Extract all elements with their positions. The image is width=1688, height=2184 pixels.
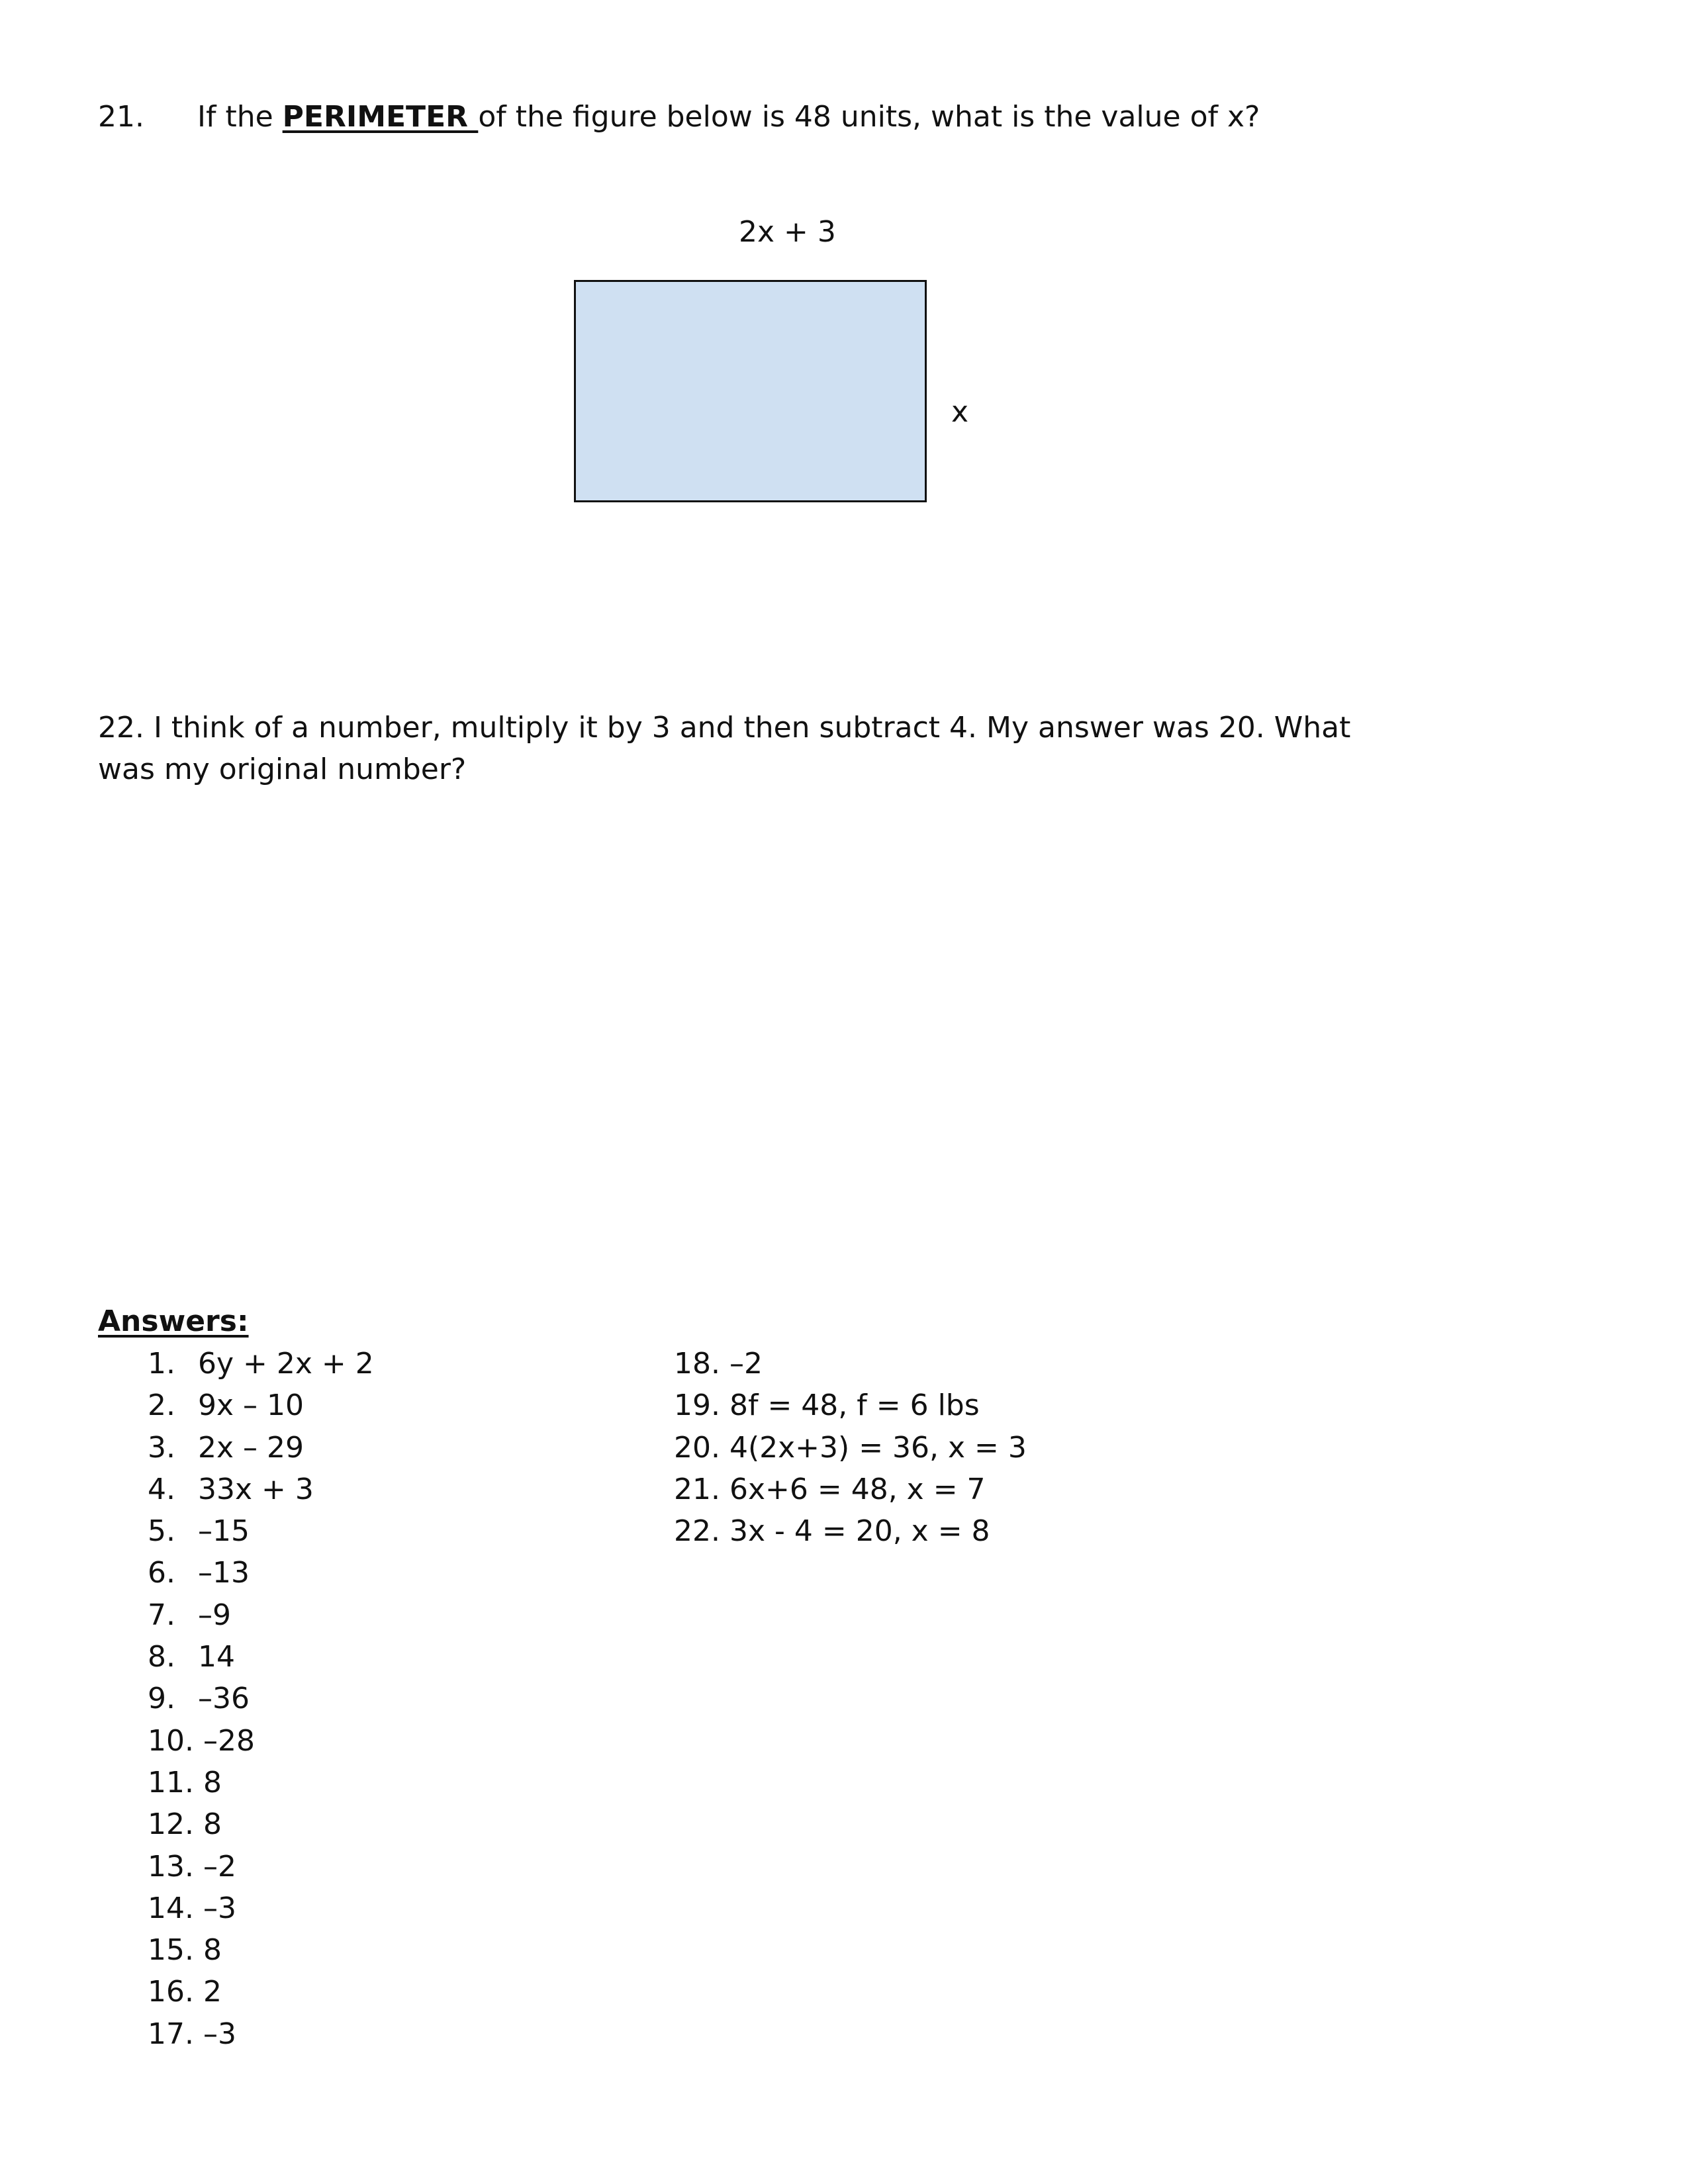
answer-item — [148, 1343, 374, 1385]
answer-number: 1. — [148, 1347, 175, 1381]
answer-item — [148, 1678, 374, 1719]
question-21-text-after: of the figure below is 48 units, what is the value of x? — [478, 100, 1260, 134]
rectangle-top-label: 2x + 3 — [739, 215, 836, 249]
answer-value: –15 — [198, 1514, 250, 1549]
answer-number: 18. — [674, 1347, 720, 1381]
answer-value: 6x+6 = 48, x = 7 — [729, 1472, 986, 1506]
answer-value: –13 — [198, 1556, 250, 1590]
answer-number: 15. — [148, 1933, 194, 1968]
question-22-text: 22. I think of a number, multiply it by 3 and then subtract 4. My answer was 20. What was my original number? — [98, 711, 1351, 786]
answer-value: 2 — [203, 1975, 222, 2009]
answer-item — [148, 1427, 374, 1469]
answer-number: 22. — [674, 1514, 720, 1549]
answer-number: 4. — [148, 1472, 175, 1506]
answer-number: 12. — [148, 1807, 194, 1842]
answer-value: –3 — [203, 2017, 236, 2051]
answer-item — [148, 2013, 374, 2055]
answer-value: –36 — [198, 1682, 250, 1716]
answer-value: –9 — [198, 1598, 231, 1632]
answers-list-right — [674, 1343, 1027, 1552]
answer-value: 8 — [203, 1765, 222, 1799]
question-21-number: 21. — [98, 100, 144, 134]
answer-item — [148, 1846, 374, 1888]
answer-item — [148, 1510, 374, 1552]
question-21-keyword: PERIMETER — [282, 100, 479, 134]
answers-heading: Answers: — [98, 1304, 249, 1338]
answers-list-left — [148, 1343, 374, 2055]
answer-number: 20. — [674, 1430, 720, 1465]
answer-number: 16. — [148, 1975, 194, 2009]
answer-item — [148, 1594, 374, 1636]
answer-number: 9. — [148, 1682, 175, 1716]
answer-item — [674, 1343, 1027, 1385]
answer-number: 19. — [674, 1388, 720, 1423]
answer-item — [148, 1888, 374, 1929]
answer-item — [148, 1385, 374, 1426]
answer-item — [148, 1720, 374, 1762]
answer-number: 17. — [148, 2017, 194, 2051]
answer-value: 9x – 10 — [198, 1388, 304, 1423]
answer-item — [148, 1552, 374, 1594]
answer-item — [148, 1803, 374, 1845]
answer-value: 8 — [203, 1807, 222, 1842]
answer-value: –2 — [203, 1849, 236, 1884]
answer-value: 14 — [198, 1640, 235, 1674]
answer-number: 14. — [148, 1891, 194, 1925]
answer-number: 11. — [148, 1765, 194, 1799]
answer-value: 6y + 2x + 2 — [198, 1347, 374, 1381]
answer-number: 7. — [148, 1598, 175, 1632]
answer-item — [148, 1762, 374, 1803]
rectangle-figure — [574, 280, 927, 502]
answer-number: 5. — [148, 1514, 175, 1549]
answer-number: 13. — [148, 1849, 194, 1884]
answer-item — [148, 1636, 374, 1678]
answer-value: –3 — [203, 1891, 236, 1925]
answer-item — [674, 1510, 1027, 1552]
answer-item — [148, 1971, 374, 2013]
answer-value: 4(2x+3) = 36, x = 3 — [729, 1430, 1027, 1465]
answer-number: 21. — [674, 1472, 720, 1506]
answer-value: 2x – 29 — [198, 1430, 304, 1465]
answer-item — [674, 1427, 1027, 1469]
answer-number: 3. — [148, 1430, 175, 1465]
question-21-text-before: If the — [197, 100, 283, 134]
question-21-text — [197, 101, 1260, 134]
answer-number: 10. — [148, 1723, 194, 1758]
answer-value: 8f = 48, f = 6 lbs — [729, 1388, 980, 1423]
answer-number: 6. — [148, 1556, 175, 1590]
answer-item — [674, 1385, 1027, 1426]
answer-item — [148, 1469, 374, 1510]
answer-value: 33x + 3 — [198, 1472, 314, 1506]
answer-item — [674, 1469, 1027, 1510]
answer-item — [148, 1929, 374, 1971]
answer-value: 3x - 4 = 20, x = 8 — [729, 1514, 990, 1549]
answer-number: 2. — [148, 1388, 175, 1423]
answer-number: 8. — [148, 1640, 175, 1674]
answer-value: –28 — [203, 1723, 255, 1758]
rectangle-side-label: x — [951, 395, 969, 429]
answer-value: –2 — [729, 1347, 763, 1381]
answer-value: 8 — [203, 1933, 222, 1968]
